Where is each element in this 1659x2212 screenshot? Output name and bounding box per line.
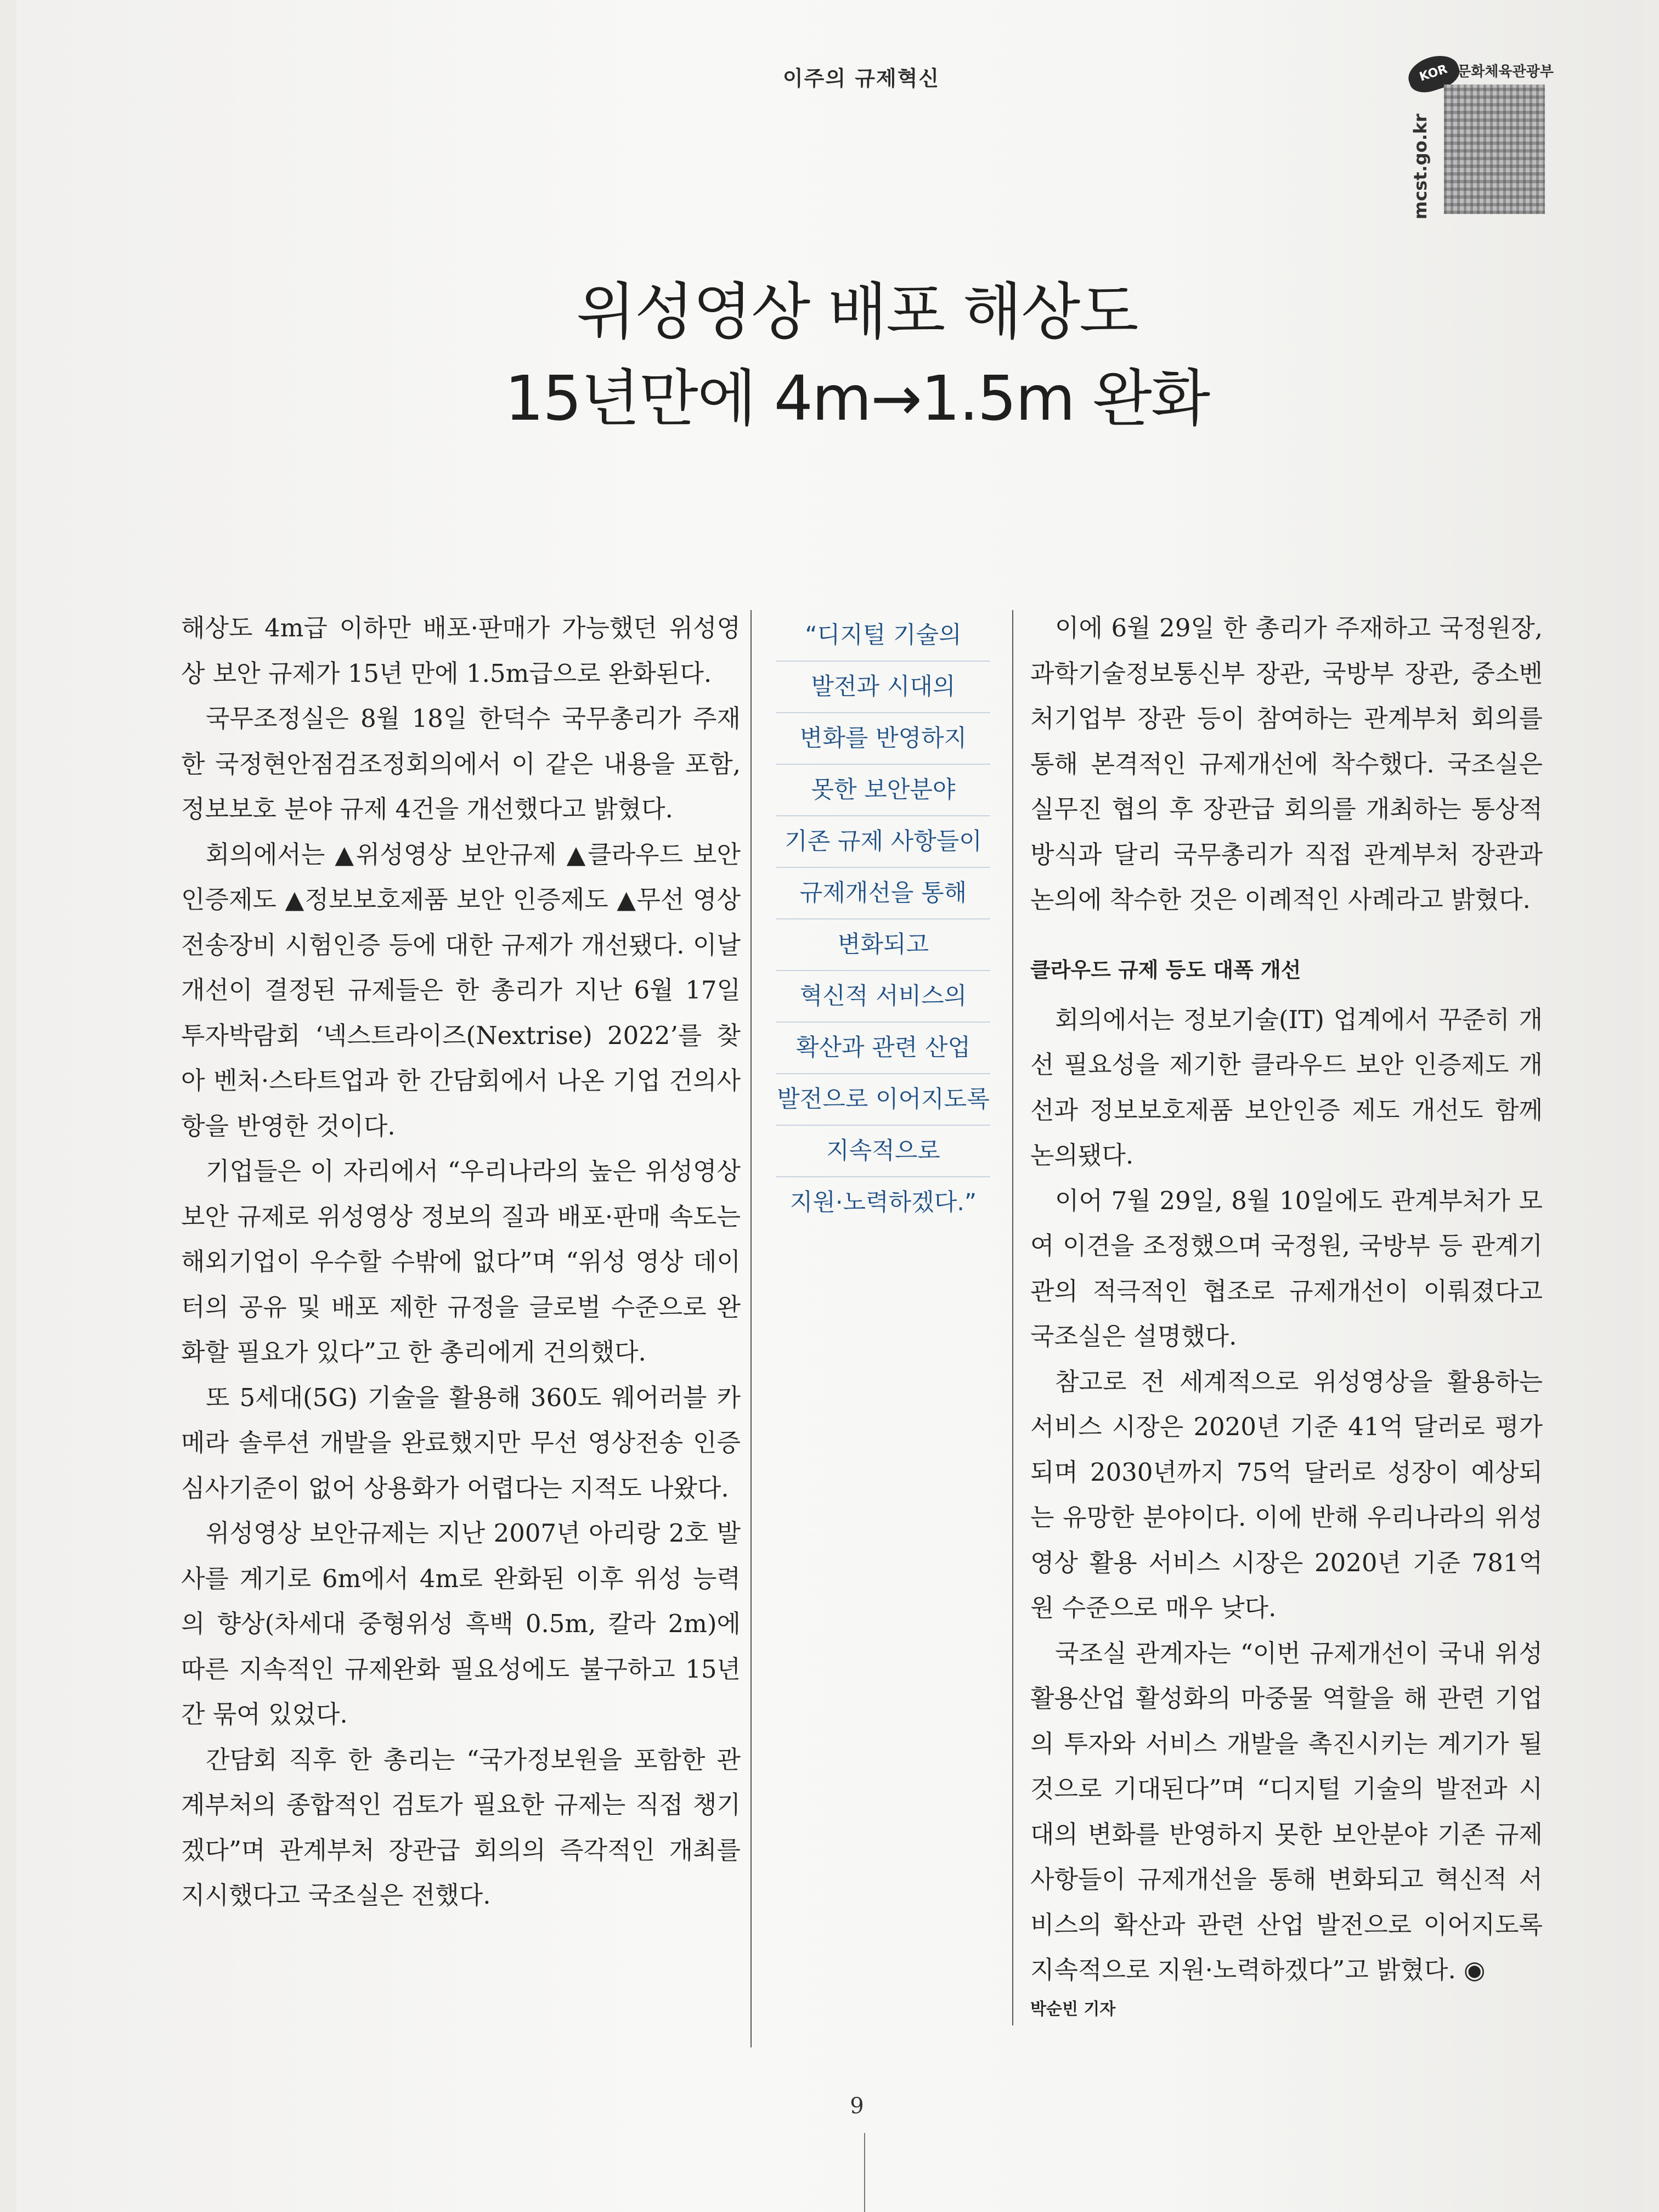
korea-logo-icon: KOR (1404, 50, 1463, 97)
pull-quote-line: 변화되고 (776, 919, 990, 971)
right-column (1030, 606, 1543, 2026)
ministry-branding (1400, 55, 1554, 219)
author-byline: 박순빈 기자 (1030, 1999, 1116, 2019)
left-column (181, 606, 741, 1918)
paragraph: 국무조정실은 8월 18일 한덕수 국무총리가 주재한 국정현안점검조정회의에서 이 같은 내용을 포함, 정보보호 분야 규제 4건을 개선했다고 밝혔다. (181, 704, 741, 823)
article-headline (181, 269, 1533, 442)
paragraph: 해상도 4m급 이하만 배포·판매가 가능했던 위성영상 보안 규제가 15년 만에 1.5m급으로 완화된다. (181, 613, 741, 688)
headline-line-1: 위성영상 배포 해상도 (576, 276, 1138, 348)
pull-quote (776, 610, 990, 1228)
paragraph: 기업들은 이 자리에서 “우리나라의 높은 위성영상 보안 규제로 위성영상 정보의 질과 배포·판매 속도는 해외기업이 우수할 수밖에 없다”며 “위성 영상 데이터의 공유 및 배포 제한 규정을 글로벌 수준으로 완화할 필요가 있다”고 한 총리에게 건의했다. (181, 1156, 741, 1367)
pull-quote-line: 못한 보안분야 (776, 765, 990, 816)
paragraph: 또 5세대(5G) 기술을 활용해 360도 웨어러블 카메라 솔루션 개발을 완료했지만 무선 영상전송 인증 심사기준이 없어 상용화가 어렵다는 지적도 나왔다. (181, 1383, 741, 1503)
page-fold-line (864, 2133, 865, 2212)
pull-quote-line: 변화를 반영하지 (776, 713, 990, 765)
column-divider (751, 610, 752, 2047)
pull-quote-line: 발전과 시대의 (776, 662, 990, 713)
headline-line-2: 15년만에 4m→1.5m 완화 (504, 363, 1210, 435)
magazine-page (16, 0, 1643, 2212)
pull-quote-line: 확산과 관련 산업 (776, 1023, 990, 1074)
paragraph: 이어 7월 29일, 8월 10일에도 관계부처가 모여 이견을 조정했으며 국정원, 국방부 등 관계기관의 적극적인 협조로 규제개선이 이뤄졌다고 국조실은 설명했다. (1030, 1186, 1543, 1351)
paragraph: 위성영상 보안규제는 지난 2007년 아리랑 2호 발사를 계기로 6m에서 4m로 완화된 이후 위성 능력의 향상(차세대 중형위성 흑백 0.5m, 칼라 2m)에 따른 지속적인 규제완화 필요성에도 불구하고 15년간 묶여 있었다. (181, 1519, 741, 1729)
website-url: mcst.go.kr (1410, 114, 1431, 219)
pull-quote-line: 지속적으로 (776, 1126, 990, 1177)
paragraph: 회의에서는 정보기술(IT) 업계에서 꾸준히 개선 필요성을 제기한 클라우드 보안 인증제도 개선과 정보보호제품 보안인증 제도 개선도 함께 논의됐다. (1030, 1005, 1543, 1170)
pull-quote-line: 혁신적 서비스의 (776, 971, 990, 1023)
ministry-name: 문화체육관광부 (1457, 64, 1554, 80)
qr-code-icon (1444, 84, 1545, 214)
pull-quote-line: 규제개선을 통해 (776, 868, 990, 919)
pull-quote-line: 지원·노력하겠다.” (789, 1189, 977, 1216)
paragraph: 간담회 직후 한 총리는 “국가정보원을 포함한 관계부처의 종합적인 검토가 필요한 규제는 직접 챙기겠다”며 관계부처 장관급 회의의 즉각적인 개최를 지시했다고 국조실은 전했다. (181, 1745, 741, 1910)
pull-quote-line: 발전으로 이어지도록 (776, 1074, 990, 1126)
pull-quote-line: 기존 규제 사항들이 (776, 816, 990, 868)
section-label: 이주의 규제혁신 (782, 66, 940, 91)
paragraph: 참고로 전 세계적으로 위성영상을 활용하는 서비스 시장은 2020년 기준 41억 달러로 평가되며 2030년까지 75억 달러로 성장이 예상되는 유망한 분야이다. 이에 반해 우리나라의 위성영상 활용 서비스 시장은 2020년 기준 781억원 수준으로 매우 낮다. (1030, 1367, 1543, 1622)
page-number: 9 (850, 2094, 864, 2119)
section-subheading: 클라우드 규제 등도 대폭 개선 (1030, 957, 1301, 982)
paragraph: 이에 6월 29일 한 총리가 주재하고 국정원장, 과학기술정보통신부 장관, 국방부 장관, 중소벤처기업부 장관 등이 참여하는 관계부처 회의를 통해 본격적인 규제개선에 착수했다. 국조실은 실무진 협의 후 장관급 회의를 개최하는 통상적 방식과 달리 국무총리가 직접 관계부처 장관과 논의에 착수한 것은 이례적인 사례라고 밝혔다. (1030, 613, 1543, 914)
paragraph: 국조실 관계자는 “이번 규제개선이 국내 위성 활용산업 활성화의 마중물 역할을 해 관련 기업의 투자와 서비스 개발을 촉진시키는 계기가 될 것으로 기대된다”며 “디지털 기술의 발전과 시대의 변화를 반영하지 못한 보안분야 기존 규제 사항들이 규제개선을 통해 변화되고 혁신적 서비스의 확산과 관련 산업 발전으로 이어지도록 지속적으로 지원·노력하겠다”고 밝혔다. ◉ (1030, 1638, 1543, 1984)
pull-quote-line: “디지털 기술의 (776, 610, 990, 662)
column-divider (1012, 610, 1013, 2025)
paragraph: 회의에서는 ▲위성영상 보안규제 ▲클라우드 보안 인증제도 ▲정보보호제품 보안 인증제도 ▲무선 영상전송장비 시험인증 등에 대한 규제가 개선됐다. 이날 개선이 결정된 규제들은 한 총리가 지난 6월 17일 투자박람회 ‘넥스트라이즈(Nextrise) 2022’를 찾아 벤처·스타트업과 한 간담회에서 나온 기업 건의사항을 반영한 것이다. (181, 839, 741, 1141)
